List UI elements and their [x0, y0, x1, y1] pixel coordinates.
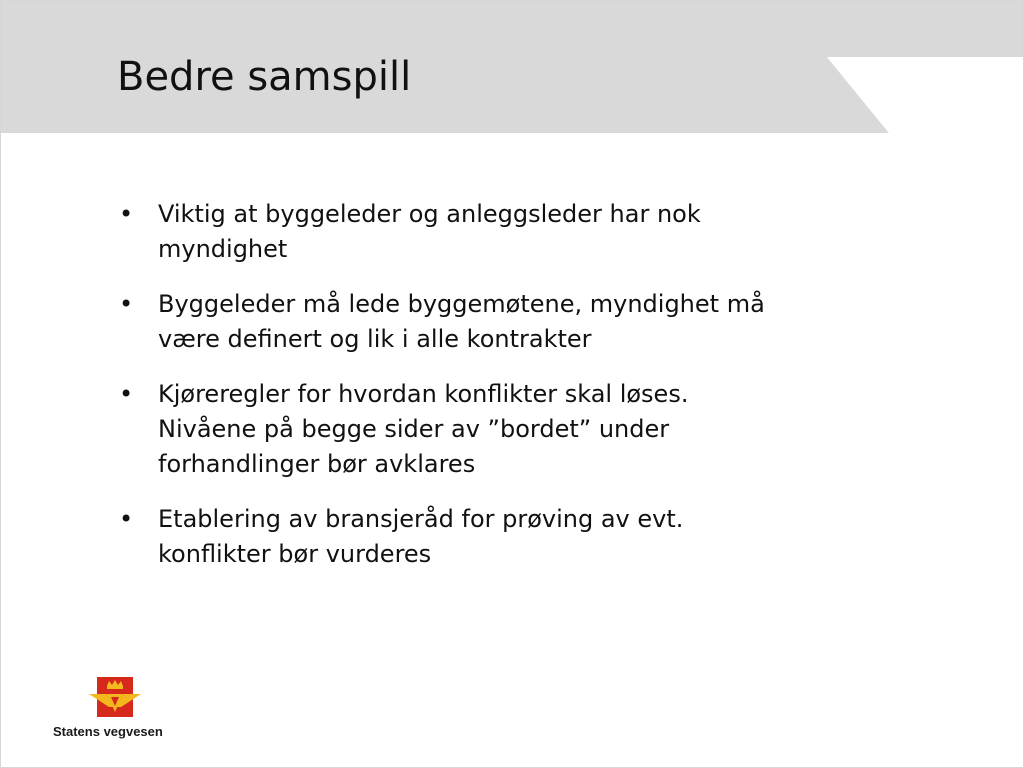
bullet-line: myndighet — [158, 235, 288, 263]
list-item — [117, 287, 917, 357]
slide-title: Bedre samspill — [117, 54, 412, 100]
list-item — [117, 377, 917, 482]
bullet-line: være definert og lik i alle kontrakter — [158, 325, 592, 353]
bullet-marker: • — [119, 290, 134, 318]
crown-emblem-icon — [87, 677, 143, 717]
bullet-line: Etablering av bransjeråd for prøving av evt. — [158, 505, 684, 533]
bullet-marker: • — [119, 200, 134, 228]
bullet-list — [117, 197, 917, 592]
list-item — [117, 502, 917, 572]
bullet-line: Nivåene på begge sider av ”bordet” under — [158, 415, 670, 443]
bullet-line: konflikter bør vurderes — [158, 540, 432, 568]
statens-vegvesen-logo — [53, 677, 183, 747]
logo-wordmark: Statens vegvesen — [53, 724, 163, 739]
bullet-marker: • — [119, 505, 134, 533]
bullet-line: Byggeleder må lede byggemøtene, myndighet må — [158, 290, 765, 318]
bullet-line: Viktig at byggeleder og anleggsleder har nok — [158, 200, 701, 228]
list-item — [117, 197, 917, 267]
bullet-line: forhandlinger bør avklares — [158, 450, 476, 478]
bullet-line: Kjøreregler for hvordan konflikter skal løses. — [158, 380, 689, 408]
bullet-marker: • — [119, 380, 134, 408]
